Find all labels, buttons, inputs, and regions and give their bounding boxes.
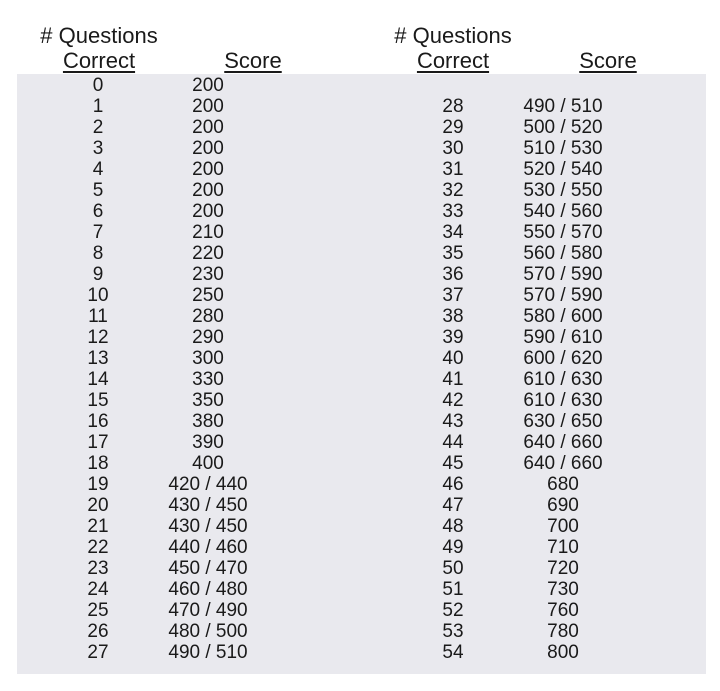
questions-correct-cell: 14	[87, 369, 109, 390]
questions-correct-cell: 51	[442, 579, 464, 600]
questions-correct-cell: 26	[87, 621, 109, 642]
score-cell: 690	[547, 495, 579, 516]
questions-correct-cell: 18	[87, 453, 109, 474]
left-questions-header-line1: # Questions	[40, 23, 158, 48]
questions-correct-cell: 8	[92, 243, 104, 264]
left-questions-header	[24, 23, 174, 73]
score-cell: 710	[547, 537, 579, 558]
score-cell: 700	[547, 516, 579, 537]
questions-correct-cell: 30	[442, 138, 464, 159]
questions-correct-cell: 24	[87, 579, 109, 600]
questions-correct-cell: 52	[442, 600, 464, 621]
score-cell: 430 / 450	[168, 516, 248, 537]
table-row	[413, 348, 633, 369]
table-row	[58, 75, 278, 96]
table-row	[413, 306, 633, 327]
table-row	[413, 222, 633, 243]
table-row	[413, 243, 633, 264]
table-row	[58, 579, 278, 600]
table-row	[58, 117, 278, 138]
score-cell: 640 / 660	[523, 432, 603, 453]
questions-correct-cell: 13	[87, 348, 109, 369]
left-score-table	[58, 75, 278, 663]
score-cell: 210	[192, 222, 224, 243]
questions-correct-cell: 12	[87, 327, 109, 348]
score-cell: 350	[192, 390, 224, 411]
table-row	[58, 222, 278, 243]
score-cell: 200	[192, 117, 224, 138]
questions-correct-cell: 9	[92, 264, 104, 285]
score-cell: 490 / 510	[168, 642, 248, 663]
table-row	[413, 537, 633, 558]
score-cell: 760	[547, 600, 579, 621]
questions-correct-cell: 32	[442, 180, 464, 201]
questions-correct-cell: 27	[87, 642, 109, 663]
score-cell: 590 / 610	[523, 327, 603, 348]
score-cell: 560 / 580	[523, 243, 603, 264]
questions-correct-cell: 21	[87, 516, 109, 537]
table-row	[413, 180, 633, 201]
table-row	[413, 369, 633, 390]
questions-correct-cell: 34	[442, 222, 464, 243]
table-row	[58, 264, 278, 285]
questions-correct-cell: 0	[92, 75, 104, 96]
table-row	[413, 600, 633, 621]
table-row	[58, 306, 278, 327]
table-row	[58, 453, 278, 474]
questions-correct-cell: 28	[442, 96, 464, 117]
table-row	[413, 453, 633, 474]
questions-correct-cell: 3	[92, 138, 104, 159]
score-cell: 730	[547, 579, 579, 600]
score-cell: 600 / 620	[523, 348, 603, 369]
score-cell: 330	[192, 369, 224, 390]
table-row	[58, 138, 278, 159]
table-row	[58, 285, 278, 306]
score-cell: 720	[547, 558, 579, 579]
table-row	[413, 138, 633, 159]
table-row	[58, 348, 278, 369]
right-questions-header	[378, 23, 528, 73]
questions-correct-cell: 48	[442, 516, 464, 537]
score-cell: 570 / 590	[523, 285, 603, 306]
questions-correct-cell: 49	[442, 537, 464, 558]
questions-correct-cell: 19	[87, 474, 109, 495]
questions-correct-cell: 44	[442, 432, 464, 453]
table-row	[58, 390, 278, 411]
table-row	[58, 432, 278, 453]
questions-correct-cell: 54	[442, 642, 464, 663]
questions-correct-cell: 31	[442, 159, 464, 180]
questions-correct-cell: 10	[87, 285, 109, 306]
score-cell: 200	[192, 138, 224, 159]
score-cell: 530 / 550	[523, 180, 603, 201]
questions-correct-cell: 35	[442, 243, 464, 264]
score-cell: 200	[192, 201, 224, 222]
score-cell: 220	[192, 243, 224, 264]
table-row	[413, 96, 633, 117]
score-cell: 300	[192, 348, 224, 369]
table-row	[58, 201, 278, 222]
questions-correct-cell: 5	[92, 180, 104, 201]
questions-correct-cell: 38	[442, 306, 464, 327]
questions-correct-cell: 53	[442, 621, 464, 642]
questions-correct-cell: 41	[442, 369, 464, 390]
table-row	[58, 537, 278, 558]
table-row	[58, 600, 278, 621]
table-row	[58, 495, 278, 516]
questions-correct-cell: 43	[442, 411, 464, 432]
questions-correct-cell: 40	[442, 348, 464, 369]
score-cell: 480 / 500	[168, 621, 248, 642]
right-score-header-label: Score	[579, 48, 637, 73]
score-cell: 800	[547, 642, 579, 663]
score-cell: 580 / 600	[523, 306, 603, 327]
table-row	[58, 474, 278, 495]
score-cell: 400	[192, 453, 224, 474]
score-cell: 450 / 470	[168, 558, 248, 579]
score-cell: 200	[192, 96, 224, 117]
right-questions-header-line1: # Questions	[394, 23, 512, 48]
table-row	[58, 621, 278, 642]
table-row	[413, 474, 633, 495]
questions-correct-cell: 17	[87, 432, 109, 453]
score-cell: 250	[192, 285, 224, 306]
questions-correct-cell: 29	[442, 117, 464, 138]
score-cell: 200	[192, 159, 224, 180]
table-row	[413, 390, 633, 411]
score-cell: 470 / 490	[168, 600, 248, 621]
table-row	[58, 642, 278, 663]
score-cell: 510 / 530	[523, 138, 603, 159]
left-score-header	[193, 48, 313, 73]
score-cell: 200	[192, 75, 224, 96]
score-cell: 280	[192, 306, 224, 327]
left-score-header-label: Score	[224, 48, 282, 73]
left-questions-header-line2: Correct	[62, 48, 136, 73]
right-score-table	[413, 96, 633, 663]
questions-correct-cell: 1	[92, 96, 104, 117]
questions-correct-cell: 42	[442, 390, 464, 411]
score-cell: 570 / 590	[523, 264, 603, 285]
table-row	[413, 159, 633, 180]
questions-correct-cell: 2	[92, 117, 104, 138]
table-row	[58, 558, 278, 579]
questions-correct-cell: 50	[442, 558, 464, 579]
table-row	[58, 243, 278, 264]
table-row	[58, 516, 278, 537]
table-row	[413, 495, 633, 516]
right-score-header	[548, 48, 668, 73]
score-cell: 540 / 560	[523, 201, 603, 222]
questions-correct-cell: 36	[442, 264, 464, 285]
questions-correct-cell: 22	[87, 537, 109, 558]
questions-correct-cell: 16	[87, 411, 109, 432]
questions-correct-cell: 11	[88, 306, 108, 327]
table-row	[413, 621, 633, 642]
questions-correct-cell: 39	[442, 327, 464, 348]
score-cell: 490 / 510	[523, 96, 603, 117]
table-row	[58, 96, 278, 117]
table-row	[413, 516, 633, 537]
table-row	[58, 369, 278, 390]
questions-correct-cell: 47	[442, 495, 464, 516]
table-row	[413, 264, 633, 285]
score-cell: 630 / 650	[523, 411, 603, 432]
table-row	[413, 117, 633, 138]
score-cell: 290	[192, 327, 224, 348]
score-cell: 610 / 630	[523, 369, 603, 390]
score-cell: 680	[547, 474, 579, 495]
questions-correct-cell: 20	[87, 495, 109, 516]
score-cell: 230	[192, 264, 224, 285]
table-row	[58, 180, 278, 201]
table-row	[413, 432, 633, 453]
questions-correct-cell: 25	[87, 600, 109, 621]
questions-correct-cell: 7	[92, 222, 104, 243]
score-cell: 780	[547, 621, 579, 642]
score-cell: 440 / 460	[168, 537, 248, 558]
questions-correct-cell: 37	[442, 285, 464, 306]
table-row	[413, 558, 633, 579]
questions-correct-cell: 23	[87, 558, 109, 579]
score-cell: 430 / 450	[168, 495, 248, 516]
right-questions-header-line2: Correct	[416, 48, 490, 73]
score-cell: 500 / 520	[523, 117, 603, 138]
table-row	[58, 159, 278, 180]
questions-correct-cell: 15	[87, 390, 109, 411]
table-row	[413, 327, 633, 348]
score-cell: 420 / 440	[168, 474, 248, 495]
questions-correct-cell: 45	[442, 453, 464, 474]
table-row	[413, 579, 633, 600]
table-row	[413, 285, 633, 306]
score-cell: 550 / 570	[523, 222, 603, 243]
score-cell: 380	[192, 411, 224, 432]
score-cell: 610 / 630	[523, 390, 603, 411]
score-cell: 520 / 540	[523, 159, 603, 180]
score-cell: 200	[192, 180, 224, 201]
score-cell: 390	[192, 432, 224, 453]
score-cell: 640 / 660	[523, 453, 603, 474]
questions-correct-cell: 4	[92, 159, 104, 180]
questions-correct-cell: 6	[92, 201, 104, 222]
questions-correct-cell: 33	[442, 201, 464, 222]
score-cell: 460 / 480	[168, 579, 248, 600]
table-row	[413, 642, 633, 663]
table-row	[413, 411, 633, 432]
table-row	[413, 201, 633, 222]
table-row	[58, 327, 278, 348]
table-row	[58, 411, 278, 432]
questions-correct-cell: 46	[442, 474, 464, 495]
